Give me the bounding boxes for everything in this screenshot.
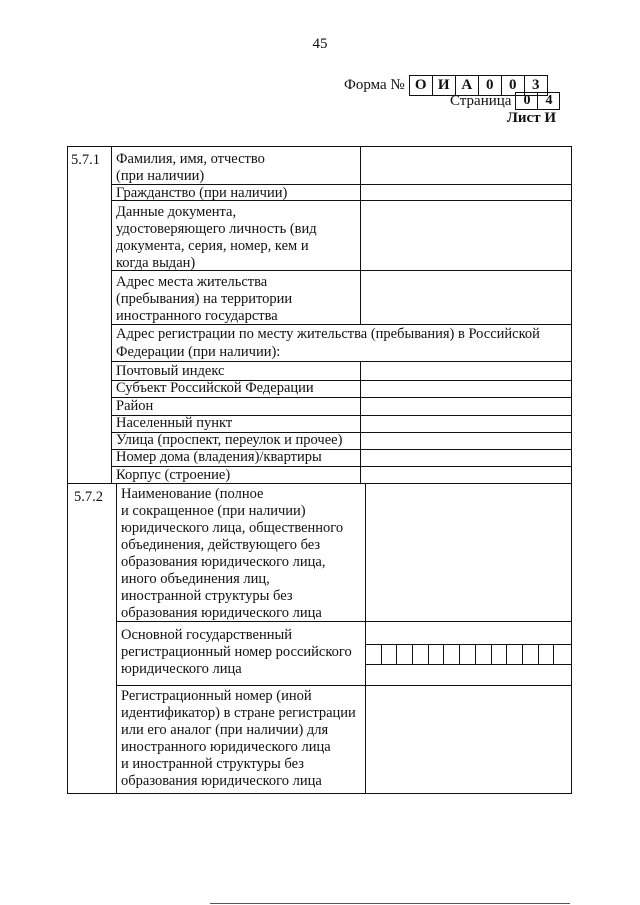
label-line: иностранной структуры без xyxy=(121,588,293,604)
ogrn-digit-box xyxy=(396,644,412,664)
field-label-postal-code: Почтовый индекс xyxy=(116,363,225,379)
label-line: юридического лица, общественного xyxy=(121,520,344,536)
form-code-char: О xyxy=(414,76,427,93)
page-number: 45 xyxy=(312,36,328,52)
column-divider xyxy=(360,361,361,483)
label-line: иностранного государства xyxy=(116,308,278,324)
label-line: идентификатор) в стране регистрации xyxy=(121,705,356,721)
label-line: Федерации (при наличии): xyxy=(116,344,281,360)
label-line: и сокращенное (при наличии) xyxy=(121,503,306,519)
label-line: когда выдан) xyxy=(116,255,196,271)
column-divider xyxy=(116,483,117,793)
label-line: Гражданство (при наличии) xyxy=(116,185,288,201)
label-line: (пребывания) на территории xyxy=(116,291,293,307)
column-divider xyxy=(365,483,366,793)
form-code-char: 0 xyxy=(501,76,524,95)
page-digit: 0 xyxy=(523,93,531,108)
form-code-char: 3 xyxy=(524,76,547,95)
label-line: иностранного юридического лица xyxy=(121,739,331,755)
label-line: образования юридического лица, xyxy=(121,554,326,570)
label-line: Адрес регистрации по месту жительства (пребывания) в Российской xyxy=(116,326,540,342)
form-table xyxy=(67,146,572,794)
page-indicator xyxy=(450,92,560,110)
column-divider xyxy=(360,147,361,324)
label-line: иного объединения лиц, xyxy=(121,571,270,587)
label-line: объединения, действующего без xyxy=(121,537,321,553)
row-divider xyxy=(116,685,571,686)
label-line: юридического лица xyxy=(121,661,242,677)
label-line: или его аналог (при наличии) для xyxy=(121,722,329,738)
label-line: удостоверяющего личность (вид xyxy=(116,221,317,237)
field-label-district: Район xyxy=(116,398,154,414)
field-label-house: Номер дома (владения)/квартиры xyxy=(116,449,322,465)
label-line: документа, серия, номер, кем и xyxy=(116,238,309,254)
ogrn-digit-box xyxy=(491,644,507,664)
ogrn-digit-box xyxy=(506,644,522,664)
page-digit: 4 xyxy=(537,93,559,109)
label-line: Фамилия, имя, отчество xyxy=(116,151,265,167)
sheet-label: Лист И xyxy=(506,110,556,126)
field-label-region: Субъект Российской Федерации xyxy=(116,380,314,396)
label-line: образования юридического лица xyxy=(121,773,322,789)
ogrn-digit-box xyxy=(365,644,381,664)
ogrn-digit-box xyxy=(428,644,444,664)
form-code-char: 0 xyxy=(478,76,501,95)
label-line: Основной государственный xyxy=(121,627,292,643)
page-label: Страница xyxy=(450,92,512,109)
label-line: (при наличии) xyxy=(116,168,205,184)
page-edge-line xyxy=(210,903,570,904)
ogrn-digit-box xyxy=(443,644,459,664)
ogrn-digit-box xyxy=(522,644,538,664)
ogrn-digit-box xyxy=(538,644,554,664)
label-line: Наименование (полное xyxy=(121,486,264,502)
column-divider xyxy=(111,147,112,483)
field-label-building: Корпус (строение) xyxy=(116,467,231,483)
ogrn-digit-box xyxy=(459,644,475,664)
form-code-char: А xyxy=(455,76,478,95)
label-line: образования юридического лица xyxy=(121,605,322,621)
ogrn-digit-box xyxy=(553,644,569,664)
label-line: Данные документа, xyxy=(116,204,237,220)
label-line: Регистрационный номер (иной xyxy=(121,688,312,704)
ogrn-digit-box xyxy=(381,644,397,664)
section-number: 5.7.1 xyxy=(71,152,100,168)
label-line: регистрационный номер российского xyxy=(121,644,352,660)
label-line: Адрес места жительства xyxy=(116,274,268,290)
ogrn-box-bottom xyxy=(365,664,571,665)
ogrn-digit-box xyxy=(475,644,491,664)
ogrn-digit-box xyxy=(412,644,428,664)
page-digit-boxes xyxy=(515,92,560,110)
field-label-locality: Населенный пункт xyxy=(116,415,233,431)
form-number-label: Форма № xyxy=(344,76,405,93)
field-label-street: Улица (проспект, переулок и прочее) xyxy=(116,432,343,448)
section-number: 5.7.2 xyxy=(74,489,103,505)
label-line: и иностранной структуры без xyxy=(121,756,304,772)
ogrn-digit-boxes xyxy=(365,644,569,664)
form-code-char: И xyxy=(432,76,455,95)
